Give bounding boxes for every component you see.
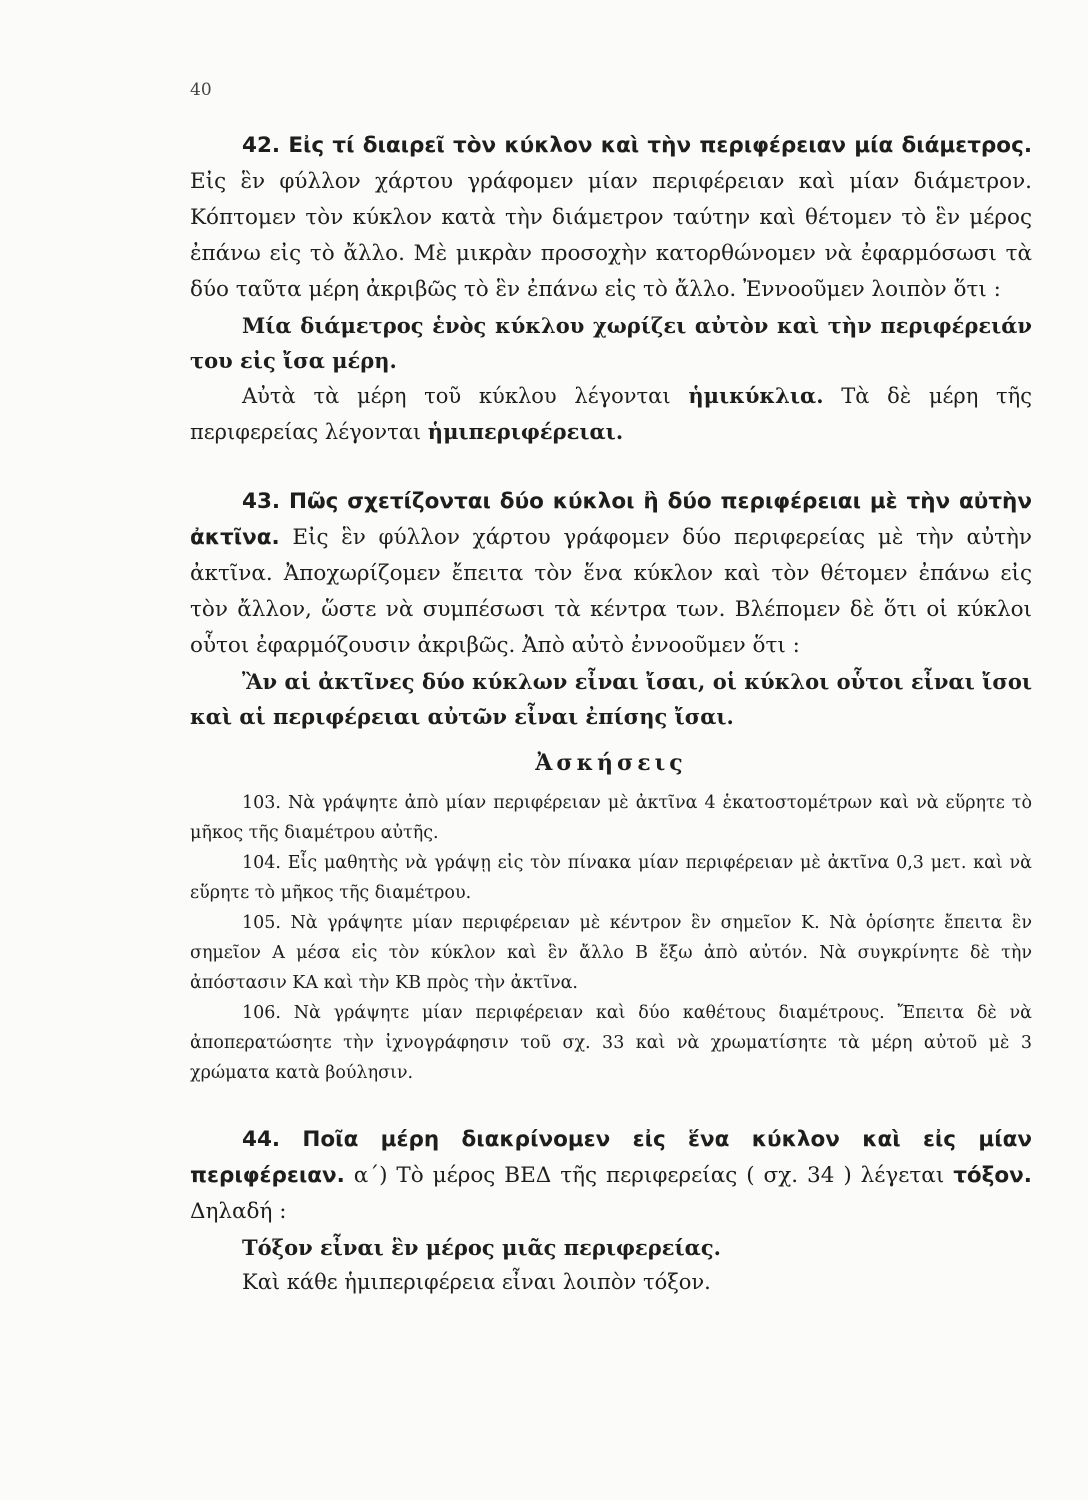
section-44-paragraph	[190, 1122, 1032, 1230]
section-43-body: Εἰς ἓν φύλλον χάρτου γράφομεν δύο περιφερείας μὲ τὴν αὐτὴν ἀκτῖνα. Ἀποχωρίζομεν ἔπειτα τὸν ἕνα κύκλον καὶ τὸν θέτομεν ἐπάνω εἰς τὸν ἄλλον, ὥστε νὰ συμπέσωσι τὰ κέντρα των. Βλέπομεν δὲ ὅτι οἱ κύκλοι οὗτοι ἐφαρμόζουσιν ἀκριβῶς. Ἀπὸ αὐτὸ ἐννοοῦμεν ὅτι :	[190, 525, 1032, 658]
section-43-paragraph	[190, 484, 1032, 664]
section-42-terms	[190, 378, 1032, 450]
section-44-last: Καὶ κάθε ἡμιπεριφέρεια εἶναι λοιπὸν τόξον.	[242, 1270, 711, 1294]
section-42-question: 42. Εἰς τί διαιρεῖ τὸν κύκλον καὶ τὴν περιφέρειαν μία διάμετρος.	[242, 133, 1032, 158]
section-42-rule: Μία διάμετρος ἑνὸς κύκλου χωρίζει αὐτὸν καὶ τὴν περιφέρειάν του εἰς ἴσα μέρη.	[190, 313, 1032, 373]
section-44-question: 44. Ποῖα μέρη διακρίνομεν εἰς ἕνα κύκλον καὶ εἰς μίαν περιφέρειαν.	[190, 1127, 1032, 1188]
term-semicircumferences: ἡμιπεριφέρειαι.	[427, 419, 624, 444]
section-42-terms-text-1: Αὐτὰ τὰ μέρη τοῦ κύκλου λέγονται	[242, 384, 671, 408]
exercise-item: 104. Εἷς μαθητὴς νὰ γράψῃ εἰς τὸν πίνακα μίαν περιφέρειαν μὲ ἀκτῖνα 0,3 μετ. καὶ νὰ εὕρητε τὸ μῆκος τῆς διαμέτρου.	[190, 853, 1032, 903]
page-number: 40	[190, 80, 212, 100]
term-hemicycles: ἡμικύκλια.	[688, 383, 824, 408]
section-44-tail: Δηλαδή :	[190, 1199, 287, 1224]
exercise-item: 103. Νὰ γράψητε ἀπὸ μίαν περιφέρειαν μὲ ἀκτῖνα 4 ἑκατοστομέτρων καὶ νὰ εὕρητε τὸ μῆκος τῆς διαμέτρου αὐτῆς.	[190, 793, 1032, 843]
section-43-question: 43. Πῶς σχετίζονται δύο κύκλοι ἢ δύο περιφέρειαι μὲ τὴν αὐτὴν ἀκτῖνα.	[190, 489, 1032, 550]
page-content	[190, 128, 1032, 1300]
section-44-rule: Τόξον εἶναι ἓν μέρος μιᾶς περιφερείας.	[242, 1235, 721, 1260]
section-42-body: Εἰς ἓν φύλλον χάρτου γράφομεν μίαν περιφέρειαν καὶ μίαν διάμετρον. Κόπτομεν τὸν κύκλον κατὰ τὴν διάμετρον ταύτην καὶ θέτομεν τὸ ἓν μέρος ἐπάνω εἰς τὸ ἄλλο. Μὲ μικρὰν προσοχὴν κατορθώνομεν νὰ ἐφαρμόσωσι τὰ δύο ταῦτα μέρη ἀκριβῶς τὸ ἓν ἐπάνω εἰς τὸ ἄλλο. Ἐννοοῦμεν λοιπὸν ὅτι :	[190, 169, 1032, 302]
exercise-item: 105. Νὰ γράψητε μίαν περιφέρειαν μὲ κέντρον ἓν σημεῖον Κ. Νὰ ὁρίσητε ἔπειτα ἓν σημεῖον Α μέσα εἰς τὸν κύκλον καὶ ἓν ἄλλο Β ἔξω ἀπὸ αὐτόν. Νὰ συγκρίνητε δὲ τὴν ἀπόστασιν ΚΑ καὶ τὴν ΚΒ πρὸς τὴν ἀκτῖνα.	[190, 913, 1032, 993]
exercise-item: 106. Νὰ γράψητε μίαν περιφέρειαν καὶ δύο καθέτους διαμέτρους. Ἔπειτα δὲ νὰ ἀποπερατώσητε τὴν ἰχνογράφησιν τοῦ σχ. 33 καὶ νὰ χρωματίσητε τὰ μέρη αὐτοῦ μὲ 3 χρώματα κατὰ βούλησιν.	[190, 1003, 1032, 1083]
section-44-body: α΄) Τὸ μέρος ΒΕΔ τῆς περιφερείας ( σχ. 34 ) λέγεται	[353, 1163, 945, 1188]
section-42-terms-text-2: Τὰ δὲ μέρη τῆς περιφερείας λέγονται	[190, 384, 1032, 444]
section-43-rule: Ἂν αἱ ἀκτῖνες δύο κύκλων εἶναι ἴσαι, οἱ κύκλοι οὗτοι εἶναι ἴσοι καὶ αἱ περιφέρειαι αὐτῶν εἶναι ἐπίσης ἴσαι.	[190, 669, 1032, 729]
term-arc: τόξον.	[953, 1163, 1032, 1188]
section-42-paragraph	[190, 128, 1032, 308]
exercises-heading: Ἀσκήσεις	[535, 750, 687, 776]
